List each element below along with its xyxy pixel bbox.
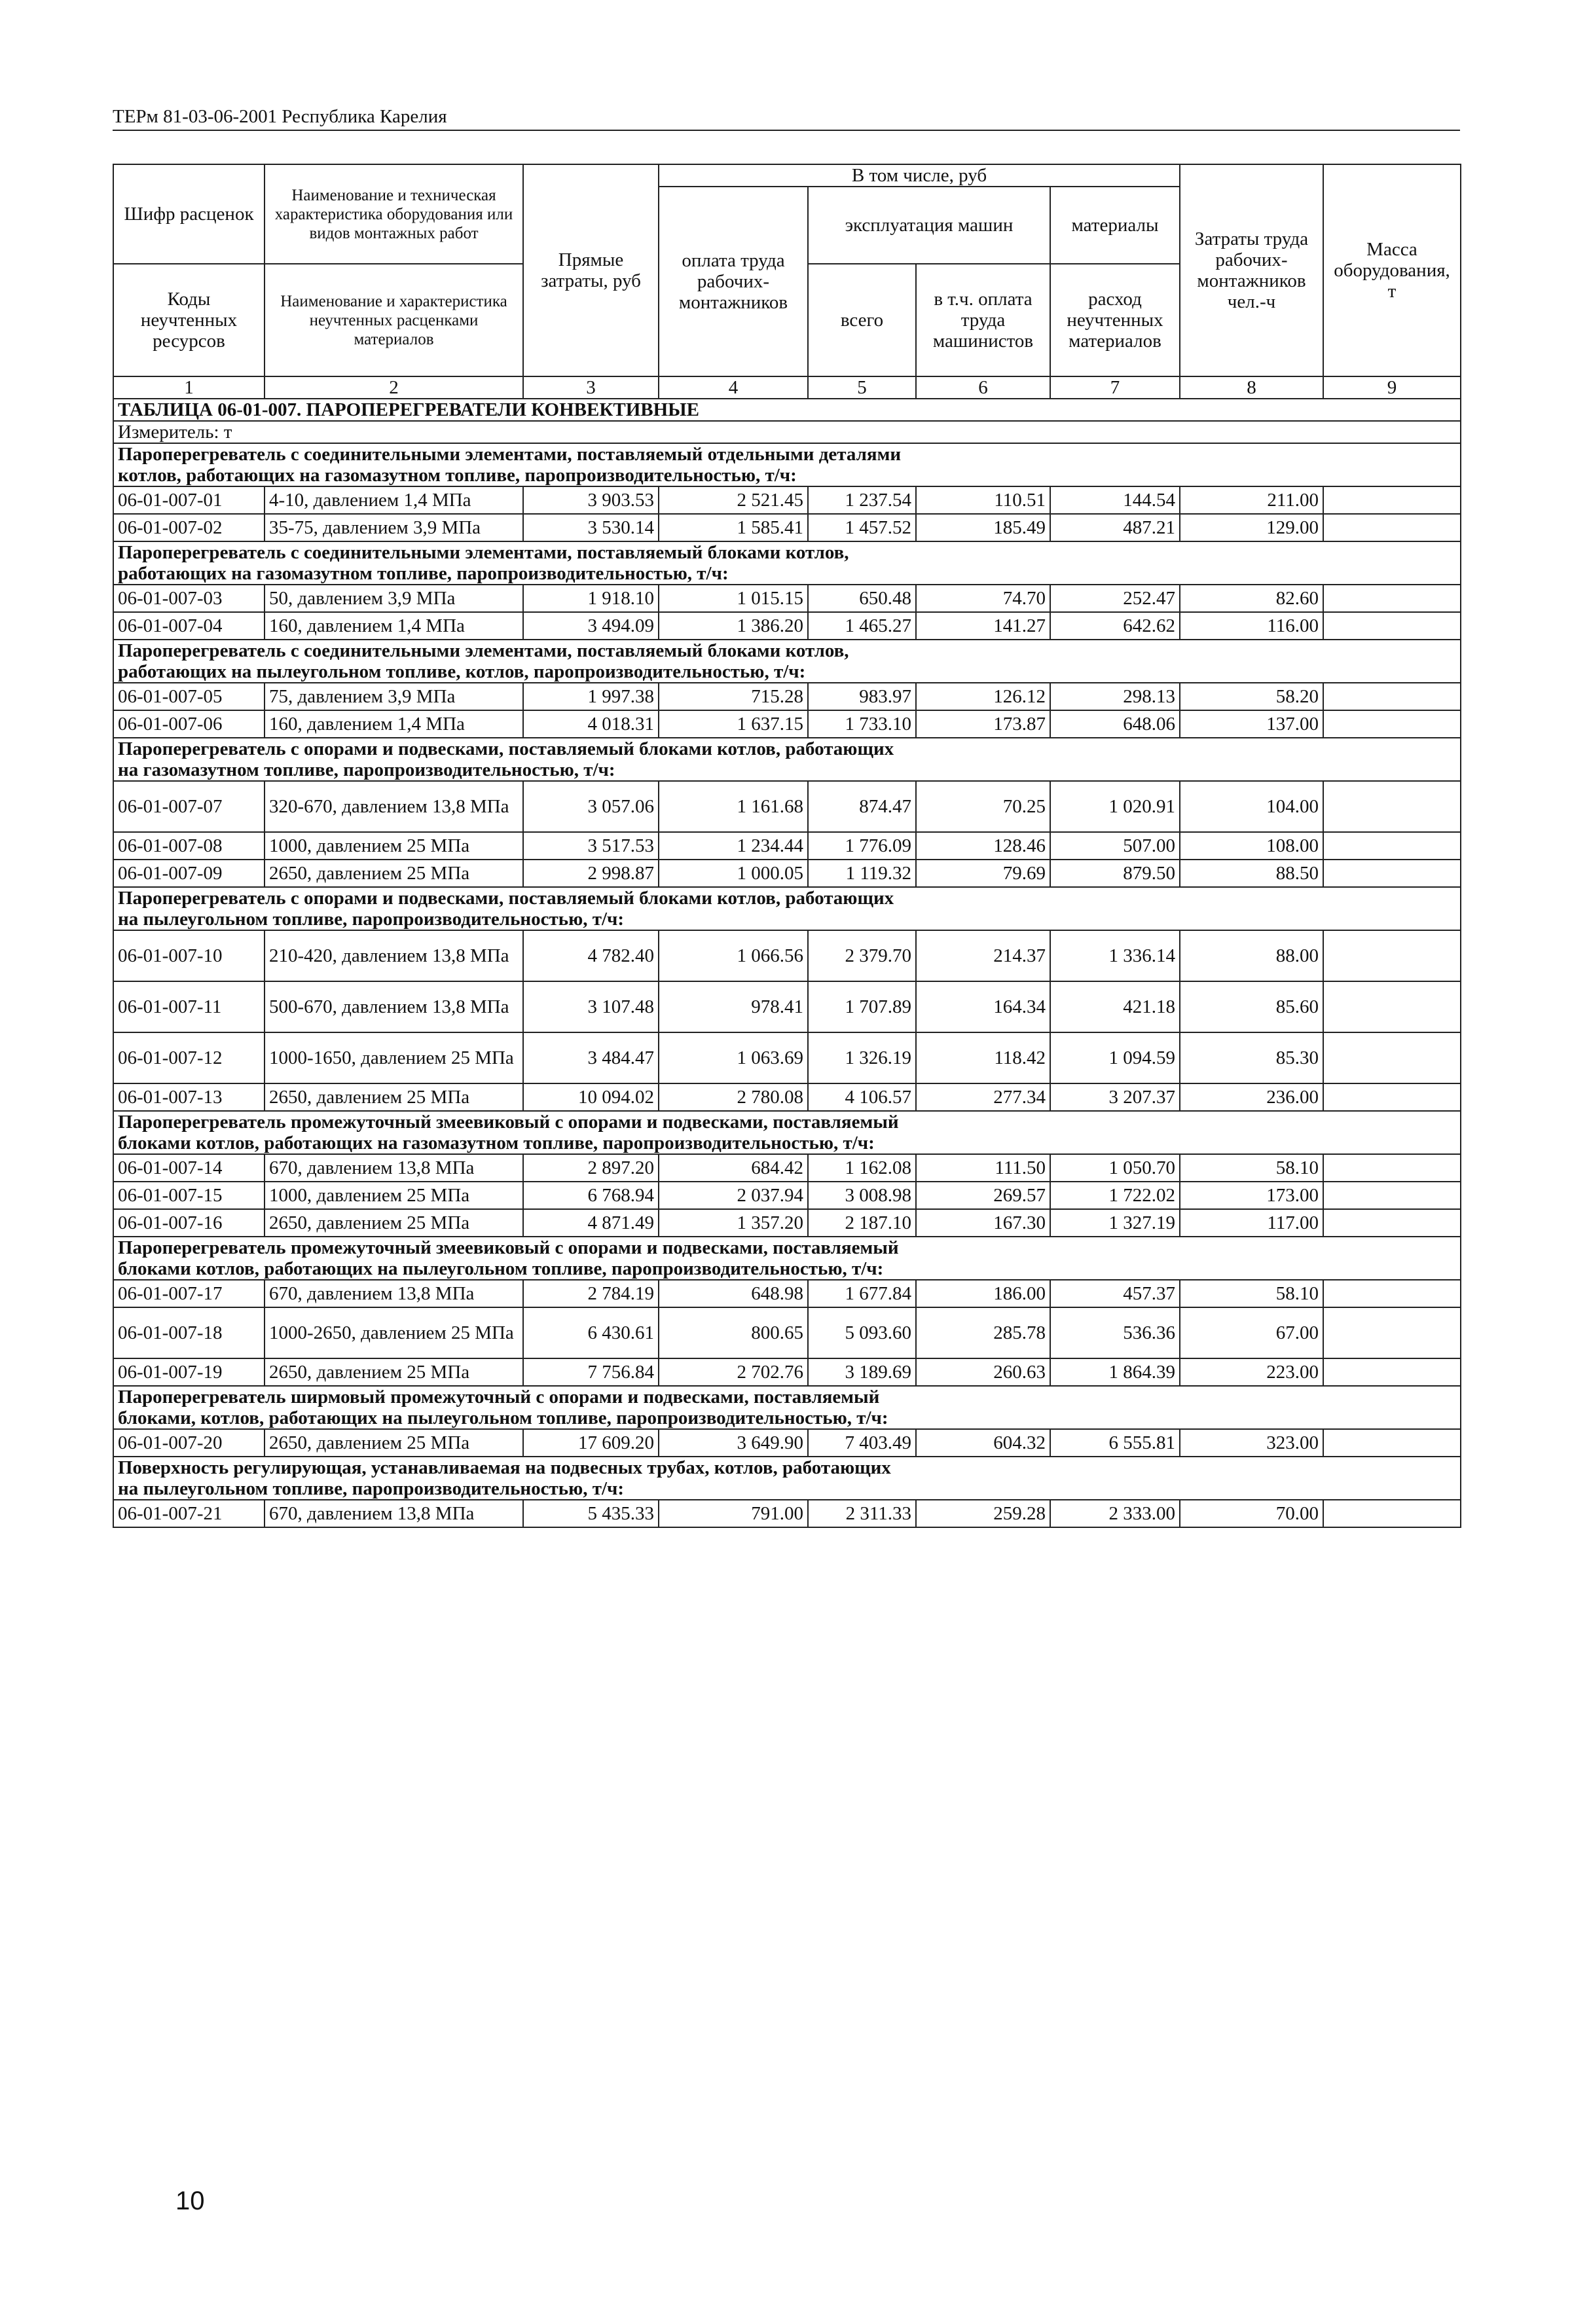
direct-cost: 3 494.09: [523, 612, 659, 640]
materials-cost: 1 050.70: [1050, 1154, 1180, 1182]
direct-cost: 3 107.48: [523, 981, 659, 1032]
equipment-mass: [1323, 1182, 1461, 1209]
col-num: 8: [1180, 376, 1323, 399]
rate-code: 06-01-007-07: [113, 781, 265, 832]
labor-hours: 70.00: [1180, 1500, 1323, 1527]
group-title-line: на пылеугольном топливе, паропроизводительностью, т/ч:: [118, 1478, 625, 1499]
table-row: [113, 585, 1461, 612]
group-title-line: Пароперегреватель с соединительными элементами, поставляемый блоками котлов,: [118, 542, 849, 563]
machines-cost: 1 677.84: [808, 1280, 916, 1307]
machines-cost: 2 187.10: [808, 1209, 916, 1237]
equipment-mass: [1323, 1307, 1461, 1358]
group-title-line: на пылеугольном топливе, паропроизводительностью, т/ч:: [118, 909, 625, 930]
direct-cost: 4 782.40: [523, 930, 659, 981]
equipment-mass: [1323, 1358, 1461, 1386]
direct-cost: 3 484.47: [523, 1032, 659, 1083]
rates-table: [113, 164, 1461, 1528]
materials-cost: 1 336.14: [1050, 930, 1180, 981]
header-text: ТЕРм 81-03-06-2001 Республика Карелия: [113, 106, 447, 127]
group-title-line: котлов, работающих на газомазутном топливе, паропроизводительностью, т/ч:: [118, 465, 797, 486]
table-row: [113, 1500, 1461, 1527]
machinist-wages: 74.70: [916, 585, 1050, 612]
rate-name: 670, давлением 13,8 МПа: [265, 1154, 523, 1182]
machines-cost: 1 119.32: [808, 860, 916, 887]
direct-cost: 2 998.87: [523, 860, 659, 887]
materials-cost: 2 333.00: [1050, 1500, 1180, 1527]
equipment-mass: [1323, 1083, 1461, 1111]
machines-cost: 4 106.57: [808, 1083, 916, 1111]
machinist-wages: 128.46: [916, 832, 1050, 860]
machines-cost: 1 733.10: [808, 710, 916, 738]
labor-hours: 85.60: [1180, 981, 1323, 1032]
rate-code: 06-01-007-03: [113, 585, 265, 612]
rate-name: 210-420, давлением 13,8 МПа: [265, 930, 523, 981]
direct-cost: 3 057.06: [523, 781, 659, 832]
rate-code: 06-01-007-06: [113, 710, 265, 738]
rate-name: 35-75, давлением 3,9 МПа: [265, 514, 523, 541]
labor-hours: 88.50: [1180, 860, 1323, 887]
group-title-line: Пароперегреватель ширмовый промежуточный с опорами и подвесками, поставляемый: [118, 1387, 880, 1407]
materials-cost: 1 327.19: [1050, 1209, 1180, 1237]
materials-cost: 252.47: [1050, 585, 1180, 612]
rate-code: 06-01-007-08: [113, 832, 265, 860]
direct-cost: 6 430.61: [523, 1307, 659, 1358]
table-row: [113, 1154, 1461, 1182]
table-row: [113, 1429, 1461, 1457]
labor-hours: 67.00: [1180, 1307, 1323, 1358]
col-machines-header: эксплуатация машин: [808, 187, 1050, 264]
labor-hours: 137.00: [1180, 710, 1323, 738]
materials-cost: 144.54: [1050, 486, 1180, 514]
wages-cost: 715.28: [659, 683, 808, 710]
machines-cost: 1 457.52: [808, 514, 916, 541]
table-row: [113, 1358, 1461, 1386]
materials-cost: 1 722.02: [1050, 1182, 1180, 1209]
col-materials-header: материалы: [1050, 187, 1180, 264]
wages-cost: 1 585.41: [659, 514, 808, 541]
group-title: [113, 738, 1461, 781]
equipment-mass: [1323, 683, 1461, 710]
group-title: [113, 1237, 1461, 1280]
group-title: [113, 887, 1461, 930]
machines-cost: 1 707.89: [808, 981, 916, 1032]
machinist-wages: 285.78: [916, 1307, 1050, 1358]
group-title-line: блоками котлов, работающих на пылеугольном топливе, паропроизводительностью, т/ч:: [118, 1258, 884, 1279]
materials-cost: 1 020.91: [1050, 781, 1180, 832]
col-num: 3: [523, 376, 659, 399]
group-title: [113, 640, 1461, 683]
equipment-mass: [1323, 1154, 1461, 1182]
table-row: [113, 1083, 1461, 1111]
rate-code: 06-01-007-20: [113, 1429, 265, 1457]
rate-code: 06-01-007-04: [113, 612, 265, 640]
group-title-line: блоками, котлов, работающих на пылеугольном топливе, паропроизводительностью, т/ч:: [118, 1407, 888, 1428]
machines-cost: 3 189.69: [808, 1358, 916, 1386]
col-num: 6: [916, 376, 1050, 399]
machinist-wages: 110.51: [916, 486, 1050, 514]
rate-name: 670, давлением 13,8 МПа: [265, 1500, 523, 1527]
group-title: [113, 1457, 1461, 1500]
col-num: 7: [1050, 376, 1180, 399]
direct-cost: 5 435.33: [523, 1500, 659, 1527]
machinist-wages: 141.27: [916, 612, 1050, 640]
labor-hours: 173.00: [1180, 1182, 1323, 1209]
wages-cost: 1 637.15: [659, 710, 808, 738]
col-wages-header: оплата труда рабочих-монтажников: [659, 187, 808, 376]
table-row: [113, 930, 1461, 981]
materials-cost: 879.50: [1050, 860, 1180, 887]
materials-cost: 1 094.59: [1050, 1032, 1180, 1083]
column-numbers-row: [113, 376, 1461, 399]
labor-hours: 117.00: [1180, 1209, 1323, 1237]
labor-hours: 58.10: [1180, 1154, 1323, 1182]
labor-hours: 108.00: [1180, 832, 1323, 860]
machines-cost: 2 379.70: [808, 930, 916, 981]
direct-cost: 1 918.10: [523, 585, 659, 612]
col-mass-header: Масса оборудования, т: [1323, 164, 1461, 376]
wages-cost: 1 357.20: [659, 1209, 808, 1237]
table-row: [113, 1032, 1461, 1083]
materials-cost: 487.21: [1050, 514, 1180, 541]
machinist-wages: 604.32: [916, 1429, 1050, 1457]
direct-cost: 1 997.38: [523, 683, 659, 710]
group-title-line: блоками котлов, работающих на газомазутном топливе, паропроизводительностью, т/ч:: [118, 1133, 875, 1153]
rate-name: 4-10, давлением 1,4 МПа: [265, 486, 523, 514]
equipment-mass: [1323, 514, 1461, 541]
rate-name: 670, давлением 13,8 МПа: [265, 1280, 523, 1307]
col-direct-header: Прямые затраты, руб: [523, 164, 659, 376]
machines-cost: 1 162.08: [808, 1154, 916, 1182]
equipment-mass: [1323, 1429, 1461, 1457]
machinist-wages: 167.30: [916, 1209, 1050, 1237]
rate-code: 06-01-007-09: [113, 860, 265, 887]
table-row: [113, 832, 1461, 860]
machinist-wages: 118.42: [916, 1032, 1050, 1083]
rate-name: 1000-1650, давлением 25 МПа: [265, 1032, 523, 1083]
equipment-mass: [1323, 860, 1461, 887]
col-machines-wages-header: в т.ч. оплата труда машинистов: [916, 264, 1050, 376]
wages-cost: 800.65: [659, 1307, 808, 1358]
rate-name: 2650, давлением 25 МПа: [265, 860, 523, 887]
col-incl-header: В том числе, руб: [659, 164, 1180, 187]
equipment-mass: [1323, 1500, 1461, 1527]
machines-cost: 1 465.27: [808, 612, 916, 640]
rate-name: 50, давлением 3,9 МПа: [265, 585, 523, 612]
rate-name: 2650, давлением 25 МПа: [265, 1429, 523, 1457]
materials-cost: 648.06: [1050, 710, 1180, 738]
labor-hours: 85.30: [1180, 1032, 1323, 1083]
page-number: 10: [175, 2187, 205, 2215]
col-num: 4: [659, 376, 808, 399]
wages-cost: 1 015.15: [659, 585, 808, 612]
materials-cost: 536.36: [1050, 1307, 1180, 1358]
labor-hours: 82.60: [1180, 585, 1323, 612]
direct-cost: 4 871.49: [523, 1209, 659, 1237]
direct-cost: 17 609.20: [523, 1429, 659, 1457]
rate-code: 06-01-007-18: [113, 1307, 265, 1358]
rate-name: 2650, давлением 25 МПа: [265, 1358, 523, 1386]
group-title-line: Пароперегреватель с опорами и подвесками, поставляемый блоками котлов, работающих: [118, 738, 894, 759]
col-materials-unreg-header: расход неучтенных материалов: [1050, 264, 1180, 376]
table-row: [113, 1182, 1461, 1209]
materials-cost: 298.13: [1050, 683, 1180, 710]
wages-cost: 791.00: [659, 1500, 808, 1527]
machines-cost: 1 237.54: [808, 486, 916, 514]
wages-cost: 1 063.69: [659, 1032, 808, 1083]
rate-code: 06-01-007-05: [113, 683, 265, 710]
group-title-line: Пароперегреватель промежуточный змеевиковый с опорами и подвесками, поставляемый: [118, 1112, 899, 1133]
col-machines-total-header: всего: [808, 264, 916, 376]
wages-cost: 1 000.05: [659, 860, 808, 887]
col-num: 5: [808, 376, 916, 399]
labor-hours: 211.00: [1180, 486, 1323, 514]
equipment-mass: [1323, 585, 1461, 612]
group-title-line: работающих на газомазутном топливе, паропроизводительностью, т/ч:: [118, 563, 729, 584]
machines-cost: 3 008.98: [808, 1182, 916, 1209]
direct-cost: 3 530.14: [523, 514, 659, 541]
wages-cost: 684.42: [659, 1154, 808, 1182]
table-row: [113, 860, 1461, 887]
rate-code: 06-01-007-19: [113, 1358, 265, 1386]
equipment-mass: [1323, 612, 1461, 640]
table-row: [113, 683, 1461, 710]
col-code-header: Шифр расценок: [113, 164, 265, 264]
table-row: [113, 1209, 1461, 1237]
materials-cost: 642.62: [1050, 612, 1180, 640]
col-num: 1: [113, 376, 265, 399]
group-title: [113, 443, 1461, 486]
rate-name: 500-670, давлением 13,8 МПа: [265, 981, 523, 1032]
col-num: 9: [1323, 376, 1461, 399]
group-title-line: Пароперегреватель с соединительными элементами, поставляемый отдельными деталями: [118, 444, 902, 465]
group-title-line: Пароперегреватель промежуточный змеевиковый с опорами и подвесками, поставляемый: [118, 1237, 899, 1258]
wages-cost: 1 066.56: [659, 930, 808, 981]
materials-cost: 3 207.37: [1050, 1083, 1180, 1111]
machinist-wages: 185.49: [916, 514, 1050, 541]
direct-cost: 3 517.53: [523, 832, 659, 860]
equipment-mass: [1323, 486, 1461, 514]
machinist-wages: 277.34: [916, 1083, 1050, 1111]
direct-cost: 2 784.19: [523, 1280, 659, 1307]
labor-hours: 323.00: [1180, 1429, 1323, 1457]
machines-cost: 5 093.60: [808, 1307, 916, 1358]
labor-hours: 223.00: [1180, 1358, 1323, 1386]
table-row: [113, 981, 1461, 1032]
table-measure: Измеритель: т: [113, 421, 1461, 443]
wages-cost: 2 702.76: [659, 1358, 808, 1386]
rate-code: 06-01-007-13: [113, 1083, 265, 1111]
table-row: [113, 486, 1461, 514]
materials-cost: 1 864.39: [1050, 1358, 1180, 1386]
rate-code: 06-01-007-15: [113, 1182, 265, 1209]
equipment-mass: [1323, 832, 1461, 860]
machinist-wages: 111.50: [916, 1154, 1050, 1182]
table-row: [113, 781, 1461, 832]
col-labor-header: Затраты труда рабочих-монтажников чел.-ч: [1180, 164, 1323, 376]
machinist-wages: 70.25: [916, 781, 1050, 832]
direct-cost: 2 897.20: [523, 1154, 659, 1182]
rate-name: 1000, давлением 25 МПа: [265, 832, 523, 860]
wages-cost: 2 521.45: [659, 486, 808, 514]
labor-hours: 104.00: [1180, 781, 1323, 832]
rate-name: 320-670, давлением 13,8 МПа: [265, 781, 523, 832]
rate-code: 06-01-007-10: [113, 930, 265, 981]
rate-code: 06-01-007-14: [113, 1154, 265, 1182]
equipment-mass: [1323, 1280, 1461, 1307]
col-name-header: Наименование и техническая характеристика оборудования или видов монтажных работ: [265, 164, 523, 264]
direct-cost: 6 768.94: [523, 1182, 659, 1209]
materials-cost: 421.18: [1050, 981, 1180, 1032]
group-title: [113, 1386, 1461, 1429]
wages-cost: 1 161.68: [659, 781, 808, 832]
group-title-line: работающих на пылеугольном топливе, котлов, паропроизводительностью, т/ч:: [118, 661, 806, 682]
rate-code: 06-01-007-02: [113, 514, 265, 541]
equipment-mass: [1323, 1209, 1461, 1237]
machinist-wages: 269.57: [916, 1182, 1050, 1209]
equipment-mass: [1323, 781, 1461, 832]
rate-name: 75, давлением 3,9 МПа: [265, 683, 523, 710]
machinist-wages: 186.00: [916, 1280, 1050, 1307]
direct-cost: 10 094.02: [523, 1083, 659, 1111]
table-title: ТАБЛИЦА 06-01-007. ПАРОПЕРЕГРЕВАТЕЛИ КОНВЕКТИВНЫЕ: [113, 399, 1461, 421]
machines-cost: 1 776.09: [808, 832, 916, 860]
machinist-wages: 126.12: [916, 683, 1050, 710]
machinist-wages: 259.28: [916, 1500, 1050, 1527]
rate-name: 160, давлением 1,4 МПа: [265, 612, 523, 640]
col-codes-unreg-header: Коды неучтенных ресурсов: [113, 264, 265, 376]
rate-name: 2650, давлением 25 МПа: [265, 1083, 523, 1111]
wages-cost: 978.41: [659, 981, 808, 1032]
col-name-unreg-header: Наименование и характеристика неучтенных расценками материалов: [265, 264, 523, 376]
materials-cost: 457.37: [1050, 1280, 1180, 1307]
labor-hours: 58.20: [1180, 683, 1323, 710]
machines-cost: 7 403.49: [808, 1429, 916, 1457]
direct-cost: 3 903.53: [523, 486, 659, 514]
rate-name: 1000, давлением 25 МПа: [265, 1182, 523, 1209]
machinist-wages: 260.63: [916, 1358, 1050, 1386]
rate-code: 06-01-007-12: [113, 1032, 265, 1083]
rate-code: 06-01-007-17: [113, 1280, 265, 1307]
equipment-mass: [1323, 930, 1461, 981]
rate-code: 06-01-007-21: [113, 1500, 265, 1527]
machinist-wages: 173.87: [916, 710, 1050, 738]
machinist-wages: 164.34: [916, 981, 1050, 1032]
machines-cost: 650.48: [808, 585, 916, 612]
rate-code: 06-01-007-01: [113, 486, 265, 514]
table-row: [113, 1280, 1461, 1307]
direct-cost: 4 018.31: [523, 710, 659, 738]
group-title-line: Пароперегреватель с соединительными элементами, поставляемый блоками котлов,: [118, 640, 849, 661]
wages-cost: 648.98: [659, 1280, 808, 1307]
equipment-mass: [1323, 1032, 1461, 1083]
wages-cost: 1 234.44: [659, 832, 808, 860]
table-row: [113, 710, 1461, 738]
machines-cost: 1 326.19: [808, 1032, 916, 1083]
direct-cost: 7 756.84: [523, 1358, 659, 1386]
group-title-line: Пароперегреватель с опорами и подвесками, поставляемый блоками котлов, работающих: [118, 888, 894, 909]
wages-cost: 2 037.94: [659, 1182, 808, 1209]
wages-cost: 1 386.20: [659, 612, 808, 640]
group-title-line: на газомазутном топливе, паропроизводительностью, т/ч:: [118, 759, 615, 780]
labor-hours: 88.00: [1180, 930, 1323, 981]
rate-code: 06-01-007-11: [113, 981, 265, 1032]
machinist-wages: 214.37: [916, 930, 1050, 981]
machines-cost: 874.47: [808, 781, 916, 832]
table-row: [113, 1307, 1461, 1358]
group-title: [113, 1111, 1461, 1154]
labor-hours: 116.00: [1180, 612, 1323, 640]
materials-cost: 6 555.81: [1050, 1429, 1180, 1457]
col-num: 2: [265, 376, 523, 399]
wages-cost: 3 649.90: [659, 1429, 808, 1457]
machines-cost: 983.97: [808, 683, 916, 710]
materials-cost: 507.00: [1050, 832, 1180, 860]
page-header: [113, 105, 1460, 131]
group-title-line: Поверхность регулирующая, устанавливаемая на подвесных трубах, котлов, работающих: [118, 1457, 891, 1478]
rate-name: 1000-2650, давлением 25 МПа: [265, 1307, 523, 1358]
table-row: [113, 514, 1461, 541]
rate-name: 2650, давлением 25 МПа: [265, 1209, 523, 1237]
table-row: [113, 612, 1461, 640]
machines-cost: 2 311.33: [808, 1500, 916, 1527]
wages-cost: 2 780.08: [659, 1083, 808, 1111]
labor-hours: 129.00: [1180, 514, 1323, 541]
table-body: [113, 164, 1461, 1527]
labor-hours: 58.10: [1180, 1280, 1323, 1307]
equipment-mass: [1323, 981, 1461, 1032]
rate-name: 160, давлением 1,4 МПа: [265, 710, 523, 738]
machinist-wages: 79.69: [916, 860, 1050, 887]
group-title: [113, 541, 1461, 585]
labor-hours: 236.00: [1180, 1083, 1323, 1111]
equipment-mass: [1323, 710, 1461, 738]
rate-code: 06-01-007-16: [113, 1209, 265, 1237]
